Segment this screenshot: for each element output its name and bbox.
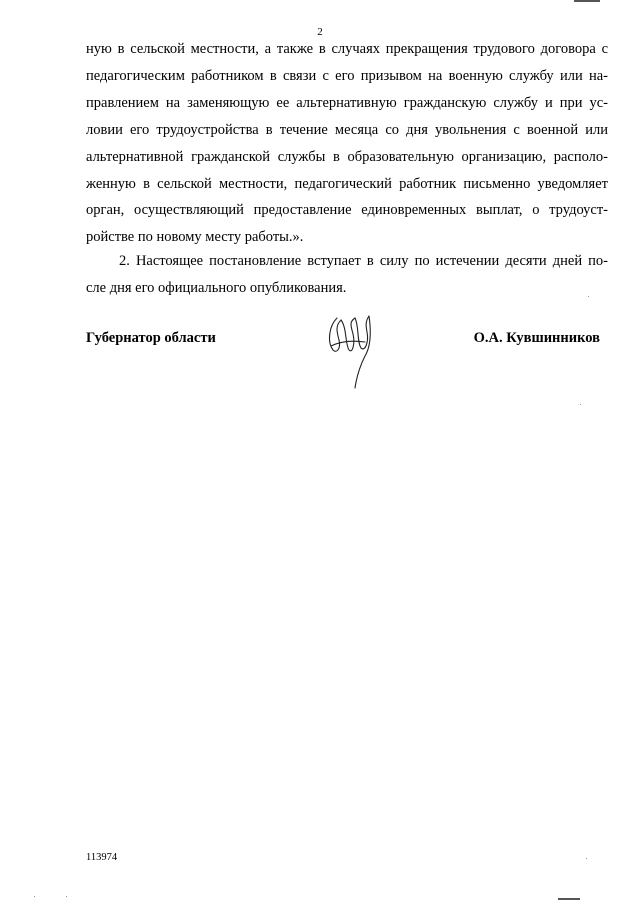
- text-line: женную в сельской местности, педагогический работник письменно уведомляет: [86, 175, 608, 192]
- paragraph-2: [86, 248, 608, 302]
- text-line: ловии его трудоустройства в течение месяца со дня увольнения с военной или: [86, 121, 608, 138]
- signer-position: Губернатор области: [86, 330, 216, 346]
- scan-speck: [34, 896, 35, 897]
- scan-speck: [580, 404, 581, 405]
- scan-speck: [588, 296, 589, 297]
- text-line: ройстве по новому месту работы.».: [86, 229, 304, 246]
- scan-edge-mark: [558, 898, 580, 900]
- text-line: правлением на заменяющую ее альтернативную гражданскую службу и при ус-: [86, 94, 608, 111]
- body-paragraph-continuation: [86, 36, 608, 251]
- text-line: альтернативной гражданской службы в образовательную организацию, располо-: [86, 148, 608, 165]
- text-line: педагогическим работником в связи с его призывом на военную службу или на-: [86, 67, 608, 84]
- scan-speck: [66, 896, 67, 897]
- scan-speck: [586, 858, 587, 859]
- text-line: ную в сельской местности, а также в случаях прекращения трудового договора с: [86, 41, 608, 57]
- page-number: 2: [317, 26, 323, 38]
- text-line: орган, осуществляющий предоставление единовременных выплат, о трудоуст-: [86, 202, 608, 219]
- text-line: 2. Настоящее постановление вступает в силу по истечении десяти дней по-: [119, 253, 608, 269]
- scan-edge-mark: [574, 0, 600, 2]
- signer-name: О.А. Кувшинников: [473, 330, 600, 346]
- text-line: сле дня его официального опубликования.: [86, 279, 347, 296]
- handwritten-signature: [325, 312, 377, 392]
- document-number: 113974: [86, 852, 118, 863]
